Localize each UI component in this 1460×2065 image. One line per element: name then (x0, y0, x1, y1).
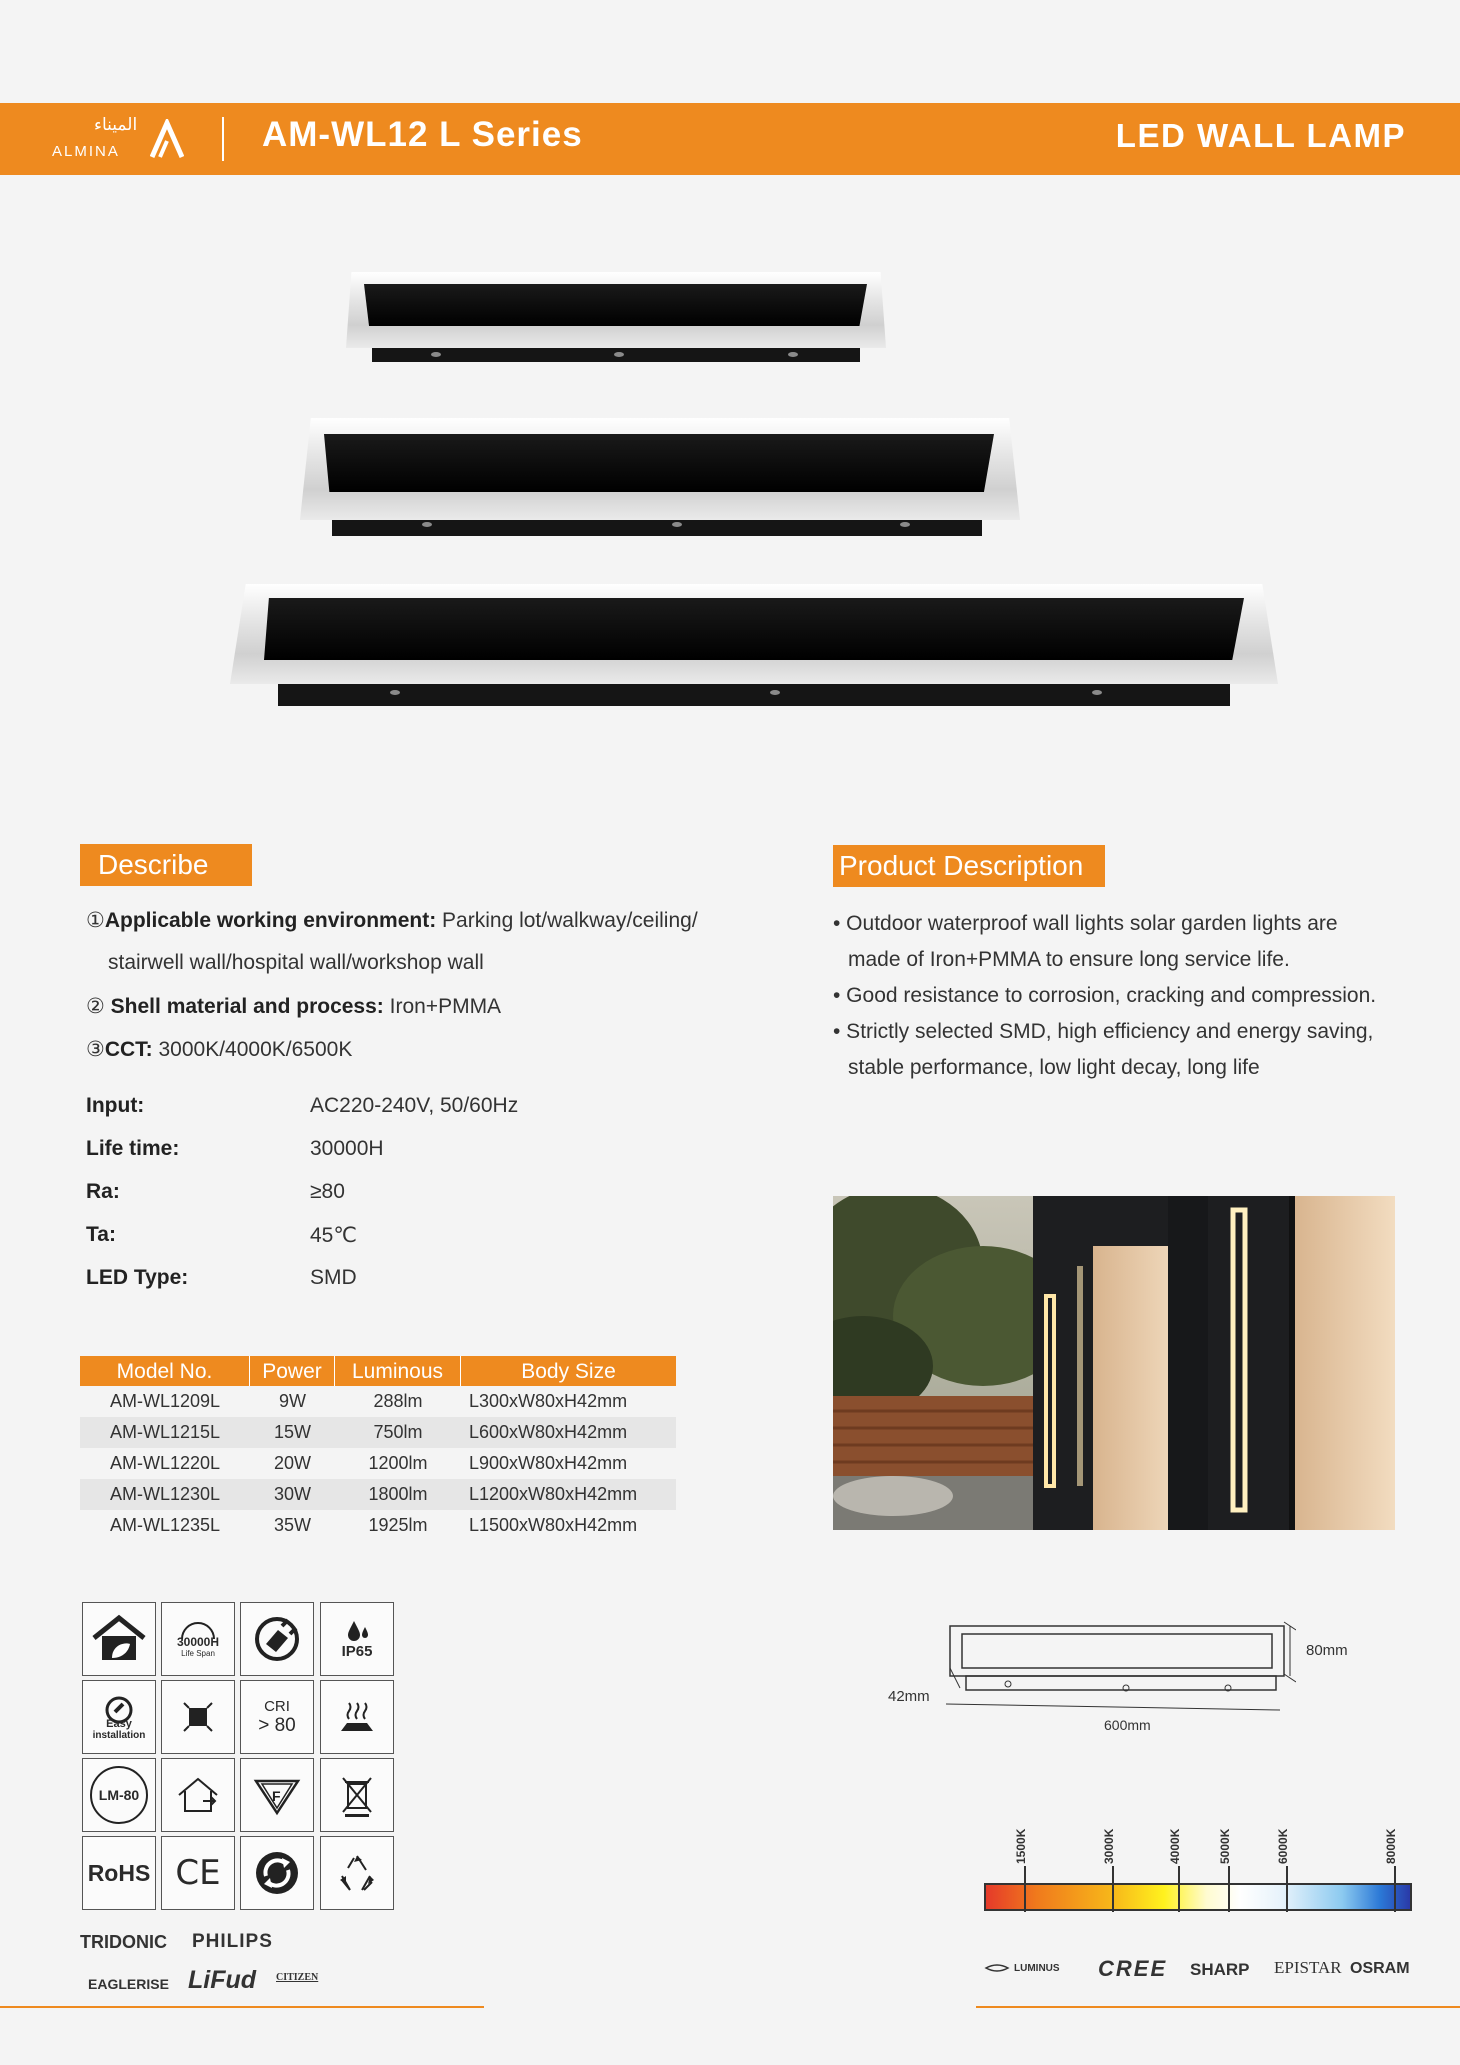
cct-color-bar (984, 1883, 1412, 1911)
cri-value: > 80 (258, 1714, 296, 1736)
table-cell: 30W (273, 1484, 311, 1504)
brand-philips: PHILIPS (192, 1931, 273, 1952)
product-desc-line: • Outdoor waterproof wall lights solar garden lights are (833, 912, 1338, 935)
installation-label: installation (92, 1729, 146, 1741)
footer-line-right (976, 2006, 1460, 2008)
product-desc-line: stable performance, low light decay, long life (848, 1056, 1260, 1079)
dimension-depth: 42mm (888, 1688, 930, 1705)
brand-eaglerise: EAGLERISE (88, 1976, 169, 1992)
f-mark-icon (240, 1758, 314, 1832)
brand-luminus: LUMINUS (984, 1962, 1060, 1974)
cct-label: 8000K (1384, 1828, 1398, 1864)
product-desc-line: made of Iron+PMMA to ensure long service life. (848, 948, 1290, 971)
cct-tick (1024, 1866, 1026, 1912)
table-header: Power (250, 1356, 335, 1386)
table-cell: AM-WL1215L (110, 1422, 221, 1442)
table-cell: AM-WL1230L (110, 1484, 221, 1504)
ip-rating-label: IP65 (341, 1642, 373, 1660)
table-cell: L1500xW80xH42mm (469, 1515, 638, 1535)
table-cell: 1800lm (368, 1484, 428, 1504)
cct-tick (1112, 1866, 1114, 1912)
product-lamp-large (230, 584, 1278, 710)
table-header: Luminous (335, 1356, 461, 1386)
logo-text: ALMINA (52, 143, 120, 160)
brand-logo (52, 113, 187, 165)
spec-label-ta: Ta: (86, 1223, 116, 1246)
cri-label: CRI (264, 1697, 290, 1715)
cct-tick (1286, 1866, 1288, 1912)
describe-item-material: ② Shell material and process: Iron+PMMA (86, 995, 502, 1018)
cct-tick (1178, 1866, 1180, 1912)
dimension-height: 80mm (1306, 1642, 1348, 1659)
table-cell: AM-WL1220L (110, 1453, 221, 1473)
spec-value-ta: 45℃ (310, 1224, 357, 1247)
model-table (80, 1356, 676, 1541)
spec-label-input: Input: (86, 1094, 145, 1117)
heat-dissipation-icon (320, 1680, 394, 1754)
table-header-row (80, 1356, 676, 1386)
rohs-label: RoHS (87, 1859, 151, 1886)
table-cell: 1200lm (368, 1453, 428, 1473)
weee-bin-icon (320, 1758, 394, 1832)
describe-item-cct: ③CCT: 3000K/4000K/6500K (86, 1038, 353, 1061)
dimension-diagram (946, 1616, 1296, 1728)
rohs-icon (82, 1836, 156, 1910)
spec-value-ledtype: SMD (310, 1266, 357, 1289)
footer-line-left (0, 2006, 484, 2008)
table-row (80, 1448, 676, 1479)
table-cell: L900xW80xH42mm (469, 1453, 628, 1473)
table-cell: AM-WL1209L (110, 1391, 221, 1411)
header-divider (222, 117, 224, 161)
table-row (80, 1417, 676, 1448)
cct-label: 4000K (1168, 1828, 1182, 1864)
lifespan-icon (161, 1602, 235, 1676)
lm80-icon (82, 1758, 156, 1832)
cct-tick (1394, 1866, 1396, 1912)
easy-installation-icon (82, 1680, 156, 1754)
table-cell: 35W (273, 1515, 311, 1535)
cct-label: 1500K (1014, 1828, 1028, 1864)
table-row (80, 1510, 676, 1541)
recycle-triangle-icon (320, 1836, 394, 1910)
spec-value-lifetime: 30000H (310, 1137, 384, 1160)
spec-value-input: AC220-240V, 50/60Hz (310, 1094, 519, 1117)
table-cell: 9W (279, 1391, 306, 1411)
table-header: Body Size (521, 1360, 616, 1383)
plug-icon (240, 1602, 314, 1676)
beam-angle-icon (161, 1680, 235, 1754)
table-cell: AM-WL1235L (110, 1515, 221, 1535)
easy-label: Easy (106, 1717, 132, 1730)
table-cell: 20W (273, 1453, 311, 1473)
product-lamp-small (346, 272, 886, 368)
table-row (80, 1386, 676, 1417)
ip-rating-icon (320, 1602, 394, 1676)
table-cell: L1200xW80xH42mm (469, 1484, 638, 1504)
brand-osram: OSRAM (1350, 1960, 1410, 1977)
category-title: LED WALL LAMP (1115, 117, 1406, 154)
table-cell: 750lm (373, 1422, 423, 1442)
product-description-title: Product Description (833, 845, 1105, 887)
outdoor-house-icon (82, 1602, 156, 1676)
brand-cree: CREE (1098, 1956, 1168, 1981)
lifespan-label: Life Span (181, 1648, 215, 1658)
brand-lifud: LiFud (188, 1966, 257, 1994)
luminus-logo-icon (984, 1962, 1010, 1974)
spec-label-ledtype: LED Type: (86, 1266, 189, 1289)
svg-text:F: F (272, 1788, 281, 1804)
spec-label-ra: Ra: (86, 1180, 120, 1203)
logo-arabic: الميناء (94, 115, 138, 135)
table-cell: 288lm (373, 1391, 423, 1411)
lifespan-value: 30000H (176, 1634, 220, 1649)
indoor-house-icon (161, 1758, 235, 1832)
product-lamp-medium (300, 418, 1020, 542)
cct-label: 5000K (1218, 1828, 1232, 1864)
describe-title: Describe (80, 844, 252, 886)
series-title: AM-WL12 L Series (262, 115, 583, 154)
spec-label-lifetime: Life time: (86, 1137, 180, 1160)
table-row (80, 1479, 676, 1510)
cct-label: 3000K (1102, 1828, 1116, 1864)
brand-citizen: CITIZEN (276, 1972, 319, 1983)
spec-value-ra: ≥80 (310, 1180, 345, 1203)
header-bar (0, 103, 1460, 175)
ce-label: CE (175, 1853, 221, 1893)
table-cell: 1925lm (368, 1515, 428, 1535)
dimension-length: 600mm (1104, 1717, 1151, 1733)
product-desc-line: • Strictly selected SMD, high efficiency and energy saving, (833, 1020, 1374, 1043)
product-desc-line: • Good resistance to corrosion, cracking and compression. (833, 984, 1377, 1007)
brand-tridonic: TRIDONIC (80, 1932, 167, 1952)
installation-photo (833, 1196, 1395, 1530)
ce-icon (161, 1836, 235, 1910)
table-cell: L300xW80xH42mm (469, 1391, 628, 1411)
describe-item-environment-cont: stairwell wall/hospital wall/workshop wall (108, 951, 484, 974)
cri-icon (240, 1680, 314, 1754)
table-cell: L600xW80xH42mm (469, 1422, 628, 1442)
table-header: Model No. (80, 1356, 250, 1386)
table-cell: 15W (273, 1422, 311, 1442)
cct-tick (1228, 1866, 1230, 1912)
brand-epistar: EPISTAR (1274, 1958, 1342, 1977)
describe-item-environment: ①Applicable working environment: Parking lot/walkway/ceiling/ (86, 909, 698, 932)
recycle-arrows-icon (240, 1836, 314, 1910)
cct-label: 6000K (1276, 1828, 1290, 1864)
logo-mark-icon (150, 119, 184, 159)
lm80-label: LM-80 (98, 1787, 140, 1803)
brand-sharp: SHARP (1190, 1960, 1250, 1979)
